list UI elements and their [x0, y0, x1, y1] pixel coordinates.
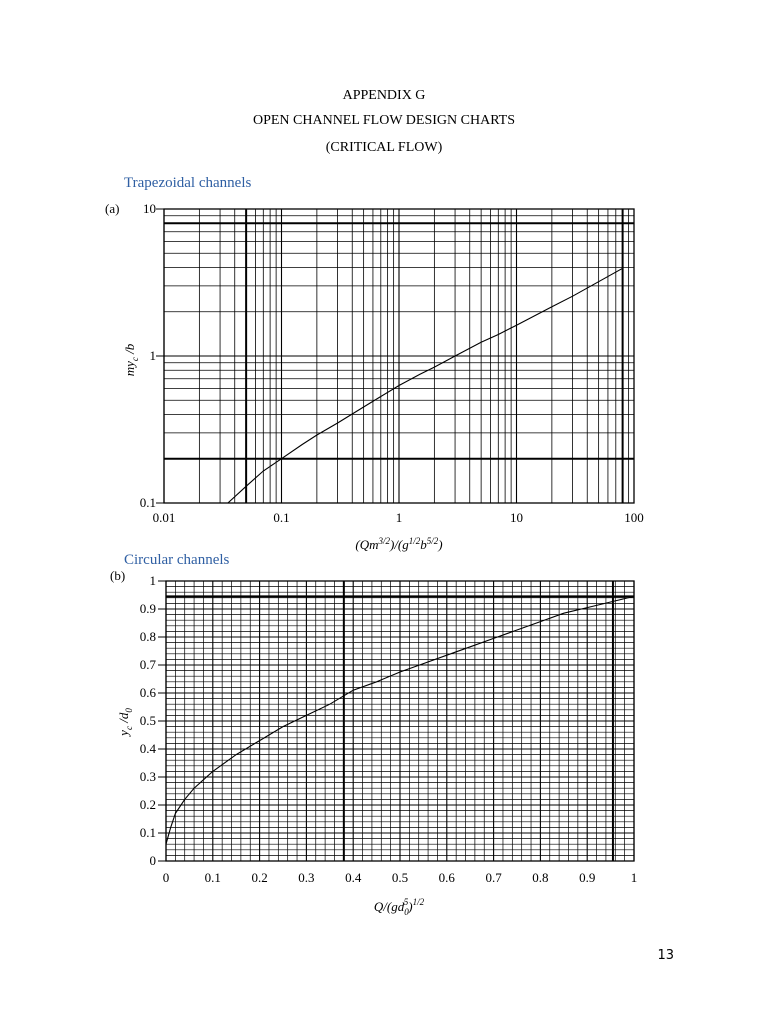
x-tick-label: 0.01: [152, 510, 176, 525]
y-tick-label: 0.3: [139, 769, 156, 784]
page-number: 13: [657, 948, 674, 963]
x-tick-label: 0.1: [273, 510, 290, 525]
y-tick-label: 1: [149, 573, 156, 588]
x-tick-label: 1: [395, 510, 403, 525]
x-tick-label: 0.5: [391, 870, 409, 885]
y-tick-label: 0.9: [139, 601, 156, 616]
x-tick-label: 0.6: [438, 870, 455, 885]
x-tick-label: 0.4: [345, 870, 362, 885]
trapezoidal-critical-depth-curve: [228, 268, 623, 503]
document-title: OPEN CHANNEL FLOW DESIGN CHARTS: [252, 113, 516, 128]
circular-chart: [0, 570, 768, 920]
y-tick-label: 0.6: [139, 685, 156, 700]
x-tick-label: 0.1: [204, 870, 221, 885]
x-tick-label: 0.9: [579, 870, 596, 885]
y-tick-label: 0.8: [139, 629, 156, 644]
trapezoidal-grid: [164, 209, 634, 503]
y-tick-label: 0.1: [139, 495, 156, 510]
panel-label-b: (b): [110, 568, 126, 583]
x-tick-label: 100: [624, 510, 644, 525]
circular-y-axis-label: $y_c$ $/d_0$: [116, 708, 134, 736]
circular-x-axis-label: $Q/(gd_05)^{1/2}$: [373, 897, 425, 917]
x-tick-label: 1: [630, 870, 638, 885]
trapezoidal-chart: [0, 195, 768, 565]
y-tick-label: 0.5: [139, 713, 156, 728]
trapezoidal-y-axis-label: $my_c$ /b: [122, 343, 140, 377]
x-tick-label: 0.7: [485, 870, 502, 885]
circular-grid: [166, 581, 634, 861]
trapezoidal-x-axis-label: $(Qm^{3/2})/(g^{1/2}b^{5/2})$: [355, 536, 443, 552]
panel-label-a: (a): [105, 201, 120, 216]
y-tick-label: 0.1: [139, 825, 156, 840]
section-title-circular: Circular channels: [124, 552, 230, 568]
y-tick-label: 10: [143, 201, 156, 216]
section-title-trapezoidal: Trapezoidal channels: [124, 175, 252, 191]
x-tick-label: 0.2: [251, 870, 268, 885]
x-tick-label: 0.3: [298, 870, 315, 885]
x-tick-label: 0.8: [532, 870, 549, 885]
appendix-heading: APPENDIX G: [342, 88, 426, 103]
y-tick-label: 0: [149, 853, 156, 868]
y-tick-label: 1: [149, 348, 156, 363]
circular-tick-labels: [140, 573, 638, 885]
document-subtitle: (CRITICAL FLOW): [325, 140, 443, 155]
y-tick-label: 0.4: [139, 741, 156, 756]
x-tick-label: 10: [510, 510, 523, 525]
x-tick-label: 0: [162, 870, 170, 885]
y-tick-label: 0.7: [139, 657, 156, 672]
y-tick-label: 0.2: [139, 797, 156, 812]
